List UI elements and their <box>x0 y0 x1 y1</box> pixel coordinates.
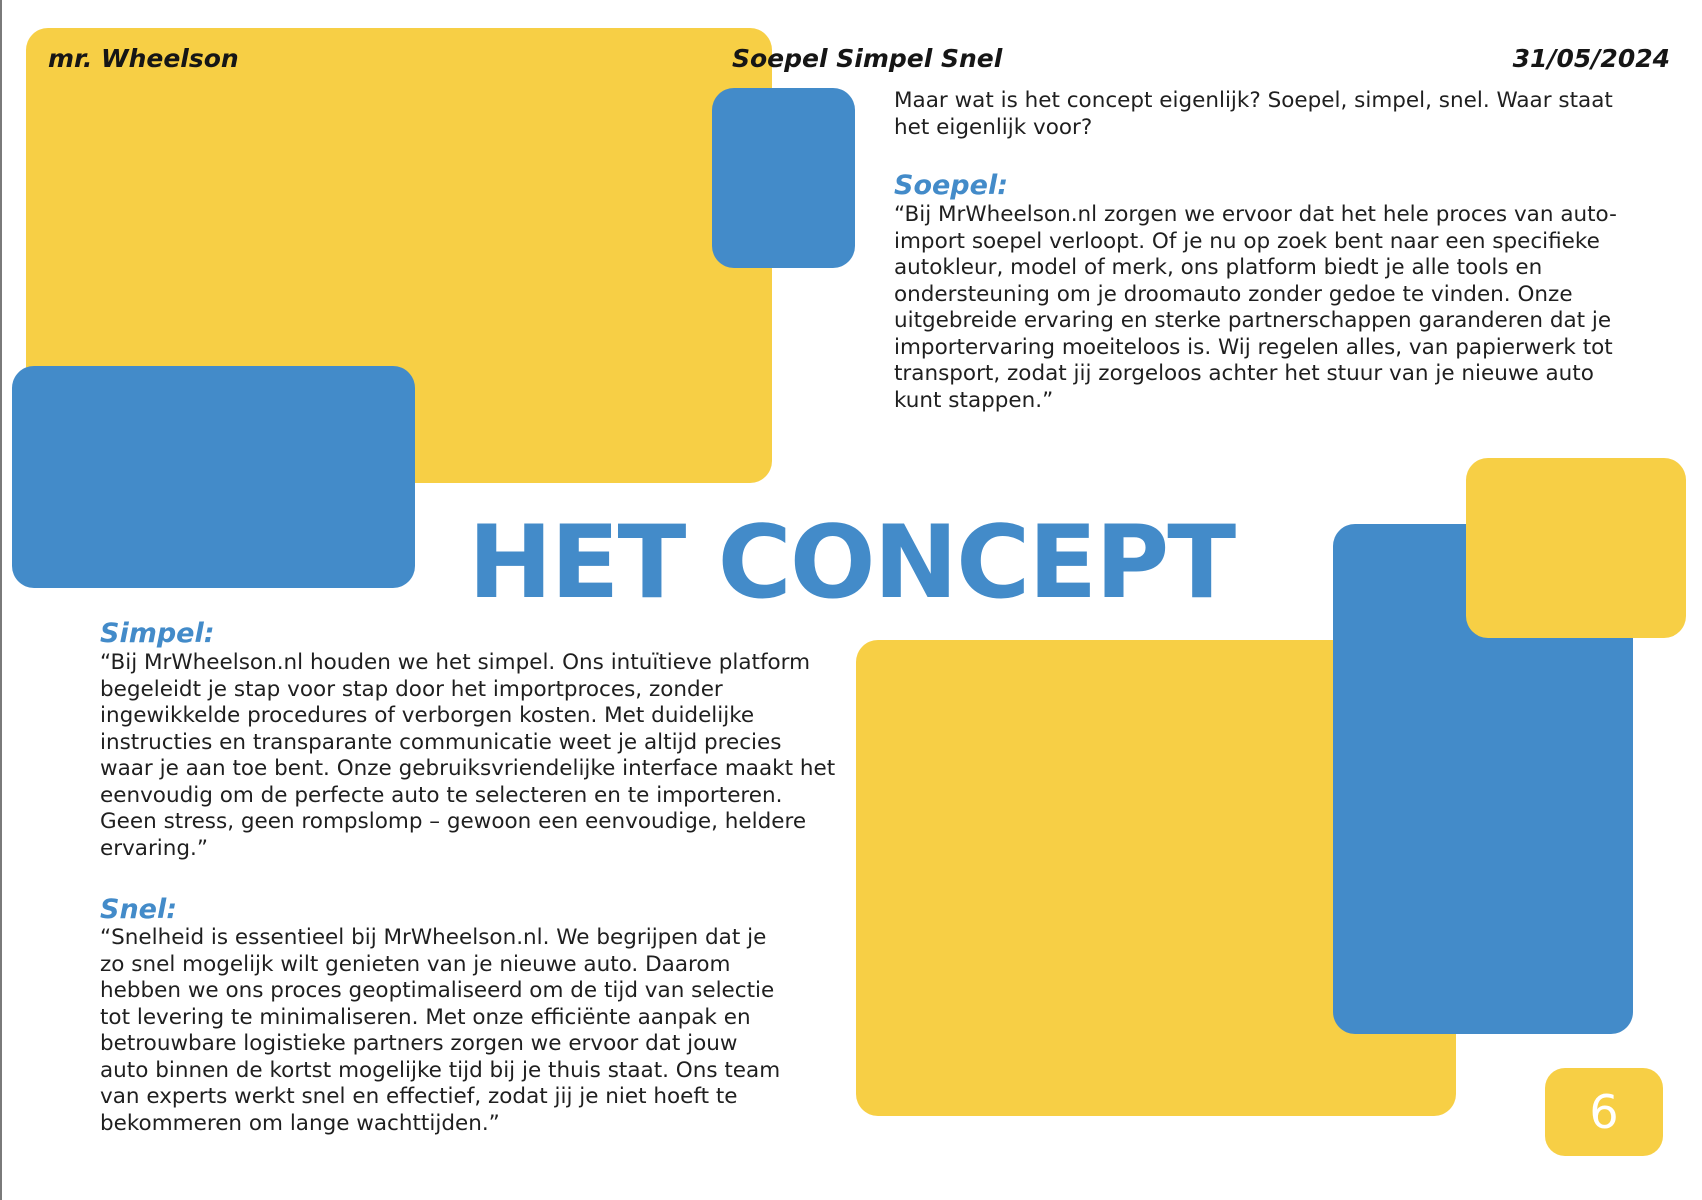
header-slogan: Soepel Simpel Snel <box>732 44 1003 73</box>
header-brand: mr. Wheelson <box>48 44 239 73</box>
page-edge <box>0 0 2 1200</box>
heading-simpel: Simpel: <box>100 618 215 649</box>
decor-blue-block-left <box>12 366 415 588</box>
text-soepel: “Bij MrWheelson.nl zorgen we ervoor dat het hele proces van auto-import soepel verloopt. Of je nu op zoek bent naar een specifieke autokleur, model of merk, ons platform biedt je alle tools en ondersteuning om je droomauto zonder gedoe te vinden. Onze uitgebreide ervaring en sterke partnerschappen garanderen dat je importervaring moeiteloos is. Wij regelen alles, van papierwerk tot transport, zodat jij zorgeloos achter het stuur van je nieuwe auto kunt stappen.” <box>894 202 1617 413</box>
heading-soepel: Soepel: <box>894 170 1008 201</box>
intro-text: Maar wat is het concept eigenlijk? Soepel, simpel, snel. Waar staat het eigenlijk voor? <box>894 88 1613 140</box>
page-number: 6 <box>1545 1068 1663 1156</box>
page-title: HET CONCEPT <box>468 503 1235 621</box>
header-date: 31/05/2024 <box>1512 44 1670 73</box>
text-snel: “Snelheid is essentieel bij MrWheelson.nl. We begrijpen dat je zo snel mogelijk wilt genieten van je nieuwe auto. Daarom hebben we ons proces geoptimaliseerd om de tijd van selectie tot levering te minimaliseren. Met onze efficiënte aanpak en betrouwbare logistieke partners zorgen we ervoor dat jouw auto binnen de kortst mogelijke tijd bij je thuis staat. Ons team van experts werkt snel en effectief, zodat jij je niet hoeft te bekommeren om lange wachttijden.” <box>100 925 781 1136</box>
decor-blue-block-small-top <box>712 88 855 268</box>
text-simpel: “Bij MrWheelson.nl houden we het simpel. Ons intuïtieve platform begeleidt je stap voor stap door het importproces, zonder ingewikkelde procedures of verborgen kosten. Met duidelijke instructies en transparante communicatie weet je altijd precies waar je aan toe bent. Onze gebruiksvriendelijke interface maakt het eenvoudig om de perfecte auto te selecteren en te importeren. Geen stress, geen rompslomp – gewoon een eenvoudige, heldere ervaring.” <box>100 650 836 861</box>
heading-snel: Snel: <box>100 894 178 925</box>
decor-yellow-block-right-small <box>1466 458 1686 638</box>
